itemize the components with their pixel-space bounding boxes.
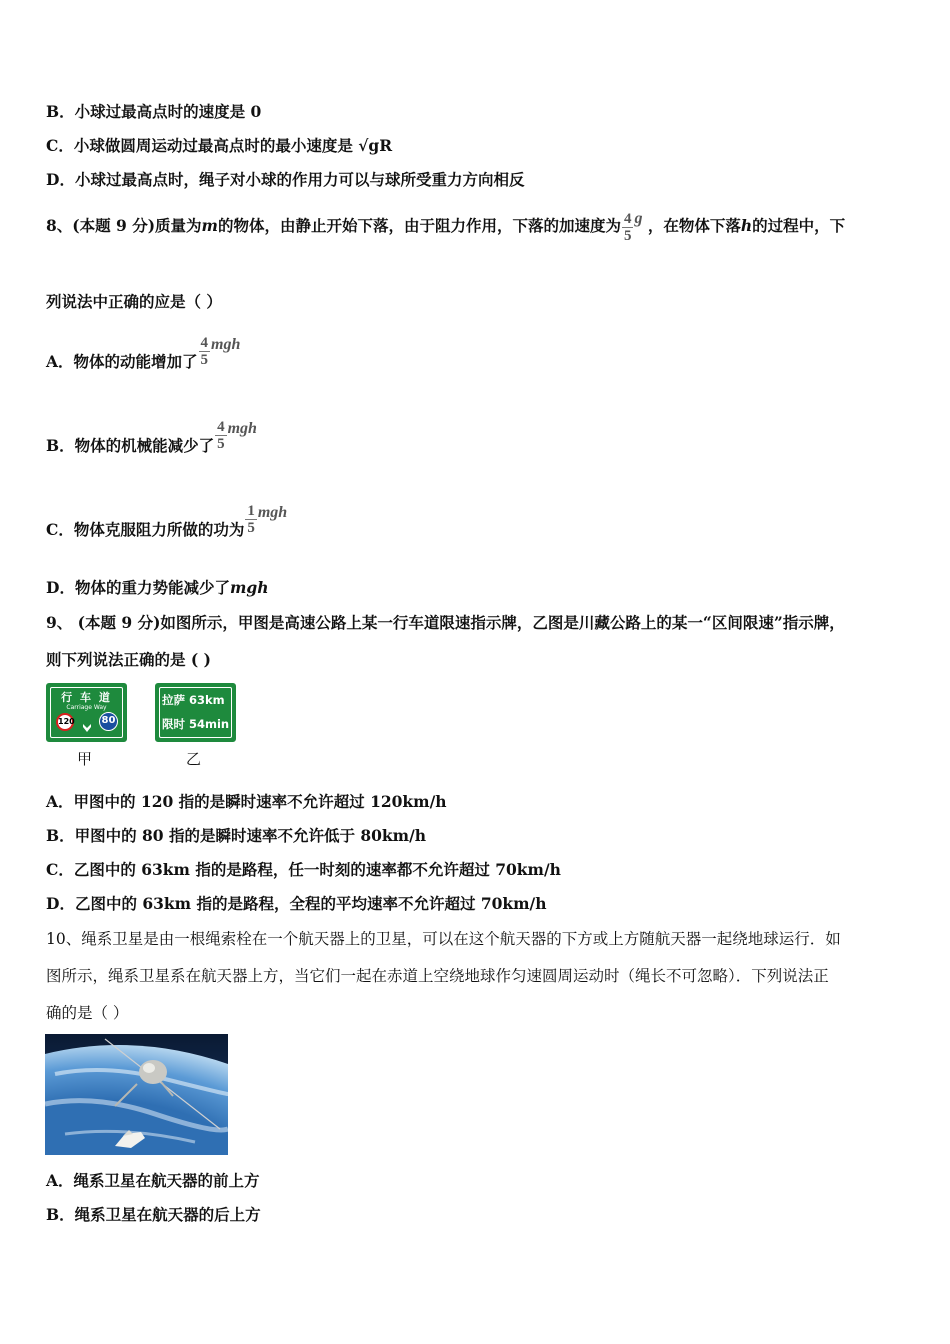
min-speed-circle xyxy=(99,712,118,731)
fraction-denominator: 5 xyxy=(623,227,632,244)
q7-option-d: D．小球过最高点时，绳子对小球的作用力可以与球所受重力方向相反 xyxy=(46,170,525,189)
q9-option-a: A．甲图中的 120 指的是瞬时速率不允许超过 120km/h xyxy=(46,792,447,811)
q8-stem-part-b: 的物体，由静止开始下落，由于阻力作用，下落的加速度为 xyxy=(217,216,621,235)
fraction-denominator: 5 xyxy=(200,351,209,368)
tethered-satellite-image xyxy=(45,1034,228,1155)
section-speed-limit-sign xyxy=(155,683,236,742)
fraction-numerator: 4 xyxy=(200,334,209,351)
fraction-denominator: 5 xyxy=(217,435,225,452)
q8-option-b-fraction xyxy=(215,419,227,452)
q10-stem-line1: 10、绳系卫星是由一根绳索栓在一个航天器上的卫星，可以在这个航天器的下方或上方随航天器一起绕地球运行．如 xyxy=(46,930,841,948)
q7-option-b: B．小球过最高点时的速度是 0 xyxy=(46,102,262,121)
q8-var-g: g xyxy=(634,210,643,227)
q8-var-m: m xyxy=(201,216,218,235)
q8-option-a-text: A．物体的动能增加了 xyxy=(46,352,198,371)
sign-title: 行 车 道 xyxy=(61,691,112,704)
q8-option-c-fraction xyxy=(245,503,257,536)
q8-accel-fraction xyxy=(622,211,634,244)
q8-option-b-text: B．物体的机械能减少了 xyxy=(46,436,215,455)
fraction-numerator: 1 xyxy=(247,502,255,519)
q10-option-a: A．绳系卫星在航天器的前上方 xyxy=(46,1171,260,1190)
q10-option-b: B．绳系卫星在航天器的后上方 xyxy=(46,1205,261,1224)
sign-time-limit: 限时 54min xyxy=(162,717,230,731)
max-speed-value: 120 xyxy=(58,717,75,726)
q8-option-c xyxy=(46,496,287,541)
sign-subtitle: Carriage Way xyxy=(66,704,107,711)
q8-option-c-mgh: mgh xyxy=(257,504,288,521)
q8-stem-line1 xyxy=(46,205,845,248)
down-arrow-icon xyxy=(82,718,92,728)
min-speed-value: 80 xyxy=(101,715,116,726)
q9-stem-line1: 9、 (本题 9 分)如图所示，甲图是高速公路上某一行车道限速指示牌，乙图是川藏公路上的某一“区间限速”指示牌， xyxy=(46,613,845,632)
q8-stem-part-c: ，在物体下落 xyxy=(647,216,741,235)
q8-option-b xyxy=(46,412,257,457)
q10-stem-line2: 图所示，绳系卫星系在航天器上方，当它们一起在赤道上空绕地球作匀速圆周运动时（绳长不可忽略）．下列说法正 xyxy=(46,967,829,985)
sign-yi-caption: 乙 xyxy=(186,750,202,768)
q8-var-h: h xyxy=(740,216,753,235)
sign-distance: 拉萨 63km xyxy=(162,693,225,707)
fraction-denominator: 5 xyxy=(247,519,255,536)
q9-option-d: D．乙图中的 63km 指的是路程，全程的平均速率不允许超过 70km/h xyxy=(46,894,547,913)
q9-option-c: C．乙图中的 63km 指的是路程，任一时刻的速率都不允许超过 70km/h xyxy=(46,860,561,879)
q8-option-a-mgh: mgh xyxy=(211,336,241,353)
q8-stem-line2: 列说法中正确的应是（ ） xyxy=(46,292,222,311)
q8-option-d xyxy=(46,578,268,598)
lane-speed-limit-sign xyxy=(46,683,127,742)
q8-option-a-fraction xyxy=(199,335,211,368)
q7-option-c-text: C．小球做圆周运动过最高点时的最小速度是 xyxy=(46,136,353,155)
q8-option-d-text: D．物体的重力势能减少了 xyxy=(46,578,230,597)
fraction-numerator: 4 xyxy=(217,418,225,435)
q8-stem-part-d: 的过程中，下 xyxy=(752,216,846,235)
q9-stem-line2: 则下列说法正确的是 ( ) xyxy=(46,650,211,669)
q10-stem-line3: 确的是（ ） xyxy=(46,1004,129,1022)
q8-option-c-text: C．物体克服阻力所做的功为 xyxy=(46,520,245,539)
q7-option-c xyxy=(46,136,392,156)
q8-option-d-mgh: mgh xyxy=(229,578,269,597)
q8-option-a xyxy=(46,328,240,373)
sign-jia-caption: 甲 xyxy=(77,750,93,768)
q9-option-b: B．甲图中的 80 指的是瞬时速率不允许低于 80km/h xyxy=(46,826,427,845)
max-speed-circle xyxy=(56,713,74,731)
fraction-numerator: 4 xyxy=(623,210,632,227)
q8-option-b-mgh: mgh xyxy=(227,420,257,437)
q7-option-c-expr: √gR xyxy=(358,136,393,155)
q8-stem-part-a: 8、(本题 9 分)质量为 xyxy=(46,216,202,235)
